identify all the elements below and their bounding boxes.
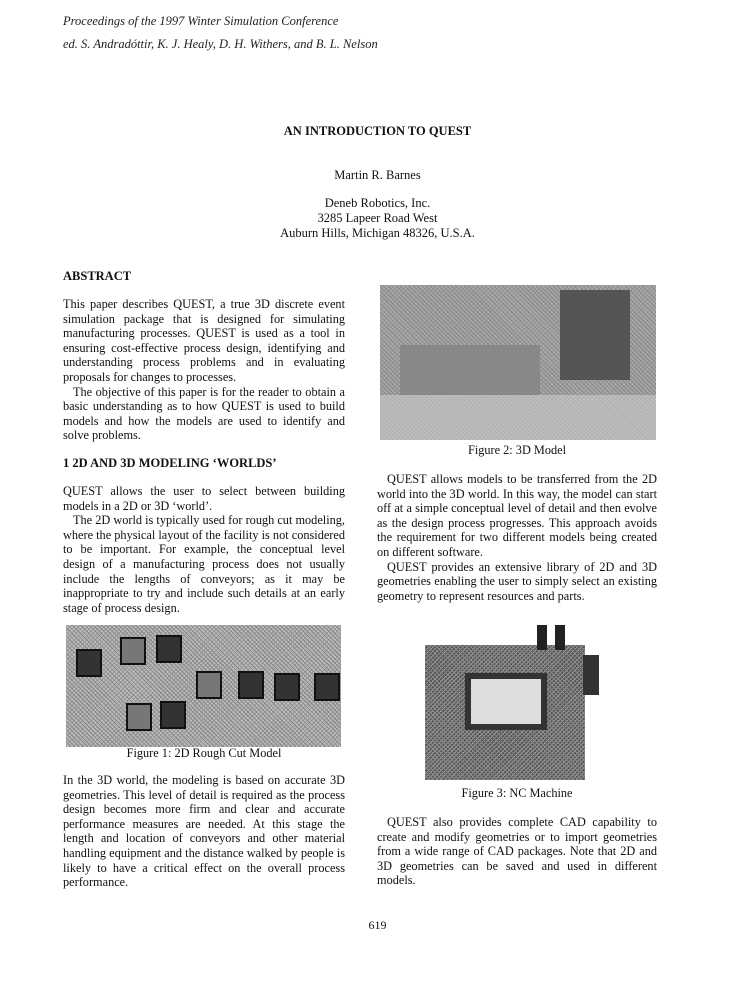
- paragraph: QUEST allows models to be transferred from the 2D world into the 3D world. In this way, the model can start off at a simple conceptual level of detail and then evolve as the design process progresses. This approach avoids the requirement for two different models being created on different software.: [377, 472, 657, 559]
- affiliation-line: Deneb Robotics, Inc.: [324, 196, 431, 210]
- paragraph: The objective of this paper is for the reader to obtain a basic understanding as to how QUEST is used to build models and how the models are used to identify and solve problems.: [63, 384, 345, 443]
- paragraph: QUEST allows the user to select between building models in a 2D or 3D ‘world’.: [63, 484, 345, 513]
- figure-nc-machine: [425, 625, 600, 783]
- proceedings-header: Proceedings of the 1997 Winter Simulation Conference: [63, 14, 339, 28]
- author-name: Martin R. Barnes: [334, 168, 421, 182]
- paragraph: QUEST also provides complete CAD capability to create and modify geometries or to import geometries from a wide range of CAD packages. Note that 2D and 3D geometries can be saved and used in different models.: [377, 815, 657, 888]
- section-heading: 1 2D AND 3D MODELING ‘WORLDS’: [63, 456, 277, 470]
- section-body: [63, 484, 345, 615]
- figure-2d-rough-cut-model: [66, 625, 341, 747]
- figure-2-caption: Figure 2: 3D Model: [467, 443, 567, 457]
- right-column-body: [377, 472, 657, 603]
- abstract-heading: ABSTRACT: [63, 269, 132, 283]
- paragraph: In the 3D world, the modeling is based on accurate 3D geometries. This level of detail is required as the process design becomes more firm and clear and accurate performance measures are needed. At this stage the length and location of conveyors and other material handling equipment and the distance walked by people is likely to have a critical effect on the overall process performance.: [63, 773, 345, 890]
- page-number: 619: [368, 918, 387, 932]
- paragraph: The 2D world is typically used for rough cut modeling, where the physical layout of the facility is not considered to be important. For example, the conceptual level design of a manufacturing process does not usually include the lengths of conveyors; as it may be inappropriate to try and include such details at an early stage of process design.: [63, 513, 345, 615]
- paragraph: QUEST provides an extensive library of 2D and 3D geometries enabling the user to simply select an existing geometry to represent resources and parts.: [377, 559, 657, 603]
- figure-3d-model: [380, 285, 656, 440]
- paper-title: AN INTRODUCTION TO QUEST: [283, 124, 472, 138]
- right-column-body-continued: [377, 815, 657, 888]
- paragraph: This paper describes QUEST, a true 3D discrete event simulation package that is designed for simulating manufacturing processes. QUEST is used as a tool in ensuring cost-effective process design, identifying and understanding process problems and in evaluating proposals for changes to processes.: [63, 297, 345, 384]
- section-body-continued: [63, 773, 345, 890]
- figure-1-caption: Figure 1: 2D Rough Cut Model: [126, 746, 282, 760]
- abstract-body: [63, 297, 345, 443]
- figure-3-caption: Figure 3: NC Machine: [461, 786, 573, 800]
- affiliation-line: 3285 Lapeer Road West: [317, 211, 438, 225]
- affiliation-line: Auburn Hills, Michigan 48326, U.S.A.: [280, 226, 475, 240]
- editors-header: ed. S. Andradóttir, K. J. Healy, D. H. Withers, and B. L. Nelson: [63, 37, 378, 51]
